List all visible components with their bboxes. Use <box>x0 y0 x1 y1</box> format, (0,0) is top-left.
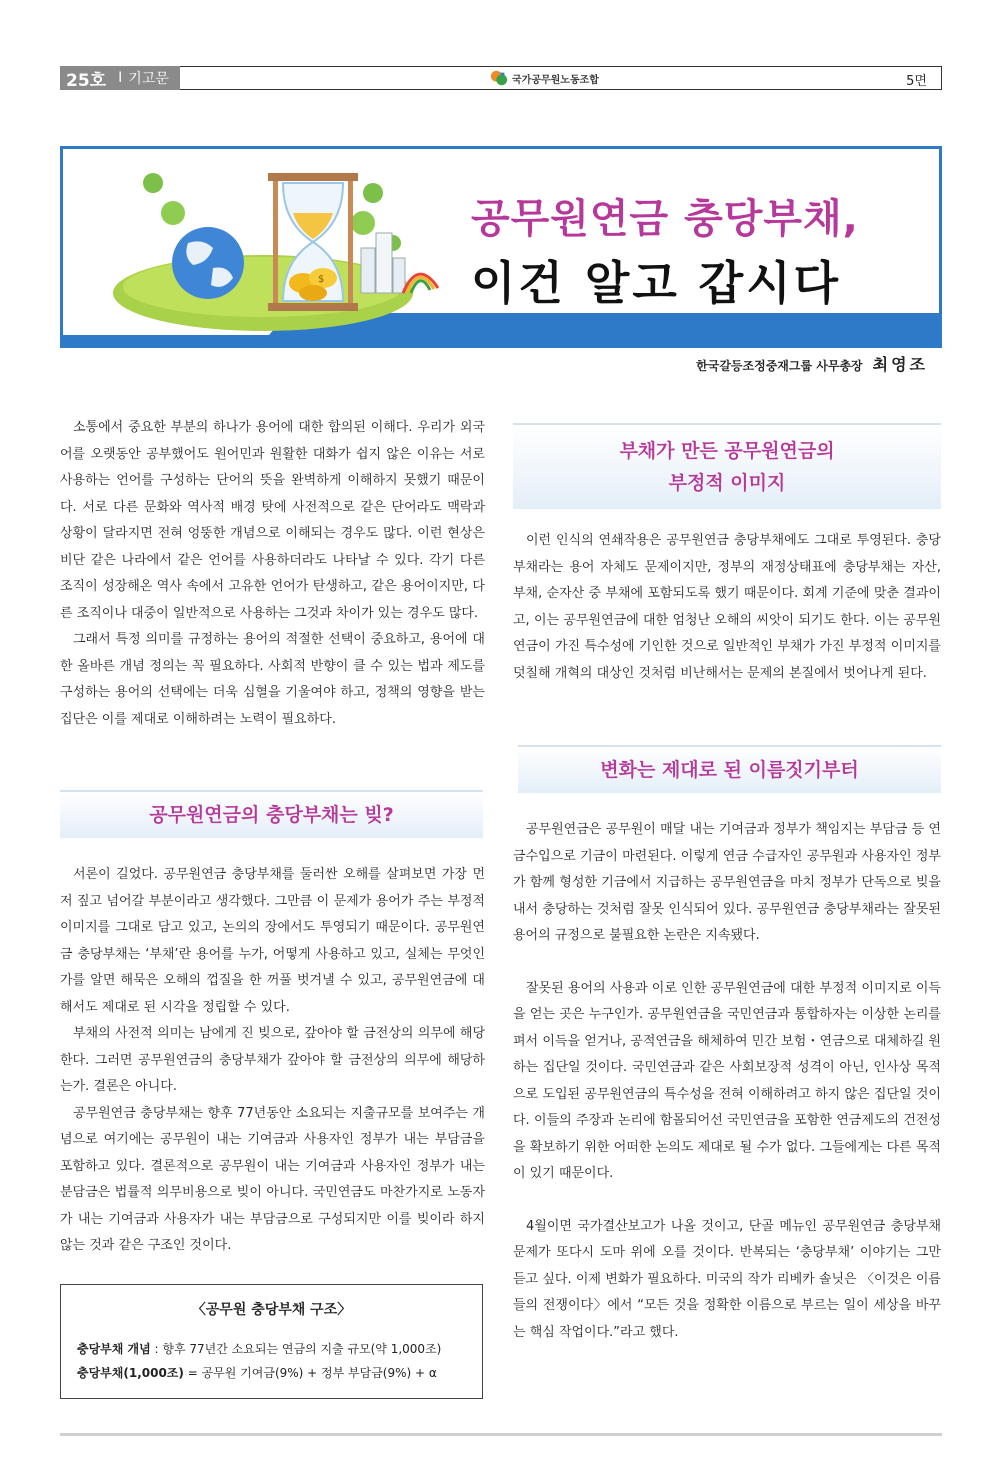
banner-title-line1: 공무원연금 충당부채, <box>471 196 859 242</box>
left-column-section1 <box>60 862 485 1260</box>
header-separator: I <box>118 70 123 86</box>
right-column-section3 <box>513 817 941 1346</box>
section3-paragraph: 공무원연금은 공무원이 매달 내는 기여금과 정부가 책임지는 부담금 등 연금수입으로 기금이 마련된다. 이렇게 연금 수급자인 공무원과 사용자인 정부가 함께 형성한 기금에서 지급하는 공무원연금을 마치 정부가 단독으로 빚을 내서 충당하는 것처럼 잘못 인식되어 있다. 공무원연금 충당부채라는 잘못된 용어의 규정으로 불필요한 논란은 지속됐다. <box>513 822 941 943</box>
bottom-divider <box>60 1433 942 1436</box>
section-name: 기고문 <box>128 71 169 87</box>
box-line2-text: = 공무원 기여금(9%) + 정부 부담금(9%) + α <box>183 1366 437 1380</box>
page-header-bar <box>60 66 942 90</box>
org-name: 국가공무원노동조합 <box>512 74 599 86</box>
right-column-section2 <box>513 528 941 687</box>
section1-paragraph: 부채의 사전적 의미는 남에게 진 빚으로, 갚아야 할 금전상의 의무에 해당한다. 그러면 공무원연금의 충당부채가 갚아야 할 금전상의 의무에 해당하는가. 결론은 아니다. <box>60 1026 485 1094</box>
author-byline <box>696 352 928 375</box>
intro-paragraph: 그래서 특정 의미를 규정하는 용어의 적절한 선택이 중요하고, 용어에 대한 올바른 개념 정의는 꼭 필요하다. 사회적 반향이 클 수 있는 법과 제도를 구성하는 용어의 선택에는 더욱 심혈을 기울여야 하고, 정책의 영향을 받는 집단은 이를 제대로 이해하려는 노력이 필요하다. <box>60 632 485 727</box>
box-line-concept <box>77 1337 466 1361</box>
section2-paragraph: 이런 인식의 연쇄작용은 공무원연금 충당부채에도 그대로 투영된다. 충당부채라는 용어 자체도 문제이지만, 정부의 재정상태표에 충당부채는 자산, 부채, 순자산 중 부채에 포함되도록 했기 때문이다. 회계 기준에 맞춘 결과이고, 이는 공무원연금에 대한 엄청난 오해의 씨앗이 되기도 한다. 이는 공무원연금이 가진 특수성에 기인한 것으로 일반적인 부채가 가진 부정적 이미지를 덧칠해 개혁의 대상인 것처럼 비난해서는 문제의 본질에서 벗어나게 된다. <box>513 533 941 681</box>
org-logo-group <box>490 69 599 87</box>
box-line2-label: 충당부채(1,000조) <box>77 1366 184 1380</box>
union-logo-icon <box>490 69 508 87</box>
section2-heading-line2: 부정적 이미지 <box>668 472 786 494</box>
issue-number: 25호 <box>66 70 107 91</box>
hourglass-illustration <box>113 153 453 333</box>
section3-heading: 변화는 제대로 된 이름짓기부터 <box>518 745 941 793</box>
section1-paragraph: 공무원연금 충당부채는 향후 77년동안 소요되는 지출규모를 보여주는 개념으로 여기에는 공무원이 내는 기여금과 사용자인 정부가 내는 부담금을 포함하고 있다. 결론적으로 공무원이 내는 기여금과 사용자인 정부가 내는 분담금은 법률적 의무비용으로 빚이 아니다. 국민연금도 마찬가지로 노동자가 내는 기여금과 사용자가 내는 부담금으로 구성되지만 이를 빚이라 하지 않는 것과 같은 구조인 것이다. <box>60 1105 485 1253</box>
svg-text:$: $ <box>318 274 325 285</box>
left-column-intro <box>60 415 485 733</box>
section3-paragraph: 잘못된 용어의 사용과 이로 인한 공무원연금에 대한 부정적 이미지로 이득을 얻는 곳은 누구인가. 공무원연금을 국민연금과 통합하자는 이상한 논리를 펴서 이득을 얻거나, 공적연금을 해체하여 민간 보험・연금으로 대체하길 원하는 집단일 것이다. 국민연금과 같은 사회보장적 성격이 아닌, 인사상 목적으로 도입된 공무원연금의 특수성을 전혀 이해하려고 하지 않은 집단일 것이다. 이들의 주장과 논리에 함몰되어선 국민연금을 포함한 연금제도의 건전성을 확보하기 위한 어떠한 논의도 제대로 될 수가 없다. 그들에게는 다른 목적이 있기 때문이다. <box>513 980 941 1181</box>
section2-heading-line1: 부채가 만든 공무원연금의 <box>619 440 835 462</box>
issue-label <box>60 66 180 90</box>
box-line1-text: : 향후 77년간 소요되는 연금의 지출 규모(약 1,000조) <box>150 1342 442 1356</box>
intro-paragraph: 소통에서 중요한 부분의 하나가 용어에 대한 합의된 이해다. 우리가 외국어를 오랫동안 공부했어도 원어민과 원활한 대화가 쉽지 않은 이유는 서로 사용하는 언어를 구성하는 단어의 뜻을 완벽하게 이해하지 못했기 때문이다. 서로 다른 문화와 역사적 배경 탓에 사전적으로 같은 단어라도 맥락과 상황이 달라지면 전혀 엉뚱한 개념으로 이해되는 경우도 많다. 이런 현상은 비단 같은 나라에서 같은 언어를 사용하더라도 나타날 수 있다. 각기 다른 조직이 성장해온 역사 속에서 고유한 언어가 탄생하고, 같은 용어이지만, 다른 조직이나 대중이 일반적으로 사용하는 그것과 차이가 있는 경우도 많다. <box>60 420 485 621</box>
banner-title-line2: 이건 알고 갑시다 <box>471 256 842 310</box>
section1-heading: 공무원연금의 충당부채는 빚? <box>60 790 483 838</box>
article-banner <box>60 146 942 348</box>
section2-heading <box>513 423 941 509</box>
liability-structure-box <box>60 1284 483 1399</box>
box-title: 〈공무원 충당부채 구조〉 <box>191 1302 352 1318</box>
author-name: 최영조 <box>872 355 928 374</box>
section3-paragraph: 4월이면 국가결산보고가 나올 것이고, 단골 메뉴인 공무원연금 충당부채 문제가 또다시 도마 위에 오를 것이다. 반복되는 ‘충당부채’ 이야기는 그만 듣고 싶다. 이제 변화가 필요하다. 미국의 작가 리베카 솔닛은 〈이것은 이름들의 전쟁이다〉에서 “모든 것을 정확한 이름으로 부르는 일이 세상을 바꾸는 핵심 작업이다.”라고 했다. <box>513 1218 941 1340</box>
box-line1-label: 충당부채 개념 <box>77 1342 151 1356</box>
page-number: 5면 <box>906 74 927 89</box>
author-role: 한국갈등조정중재그룹 사무총장 <box>696 359 863 373</box>
section1-paragraph: 서론이 길었다. 공무원연금 충당부채를 둘러싼 오해를 살펴보면 가장 먼저 짚고 넘어갈 부분이라고 생각했다. 그만큼 이 문제가 용어가 주는 부정적 이미지를 그대로 담고 있고, 논의의 장에서도 투영되기 때문이다. 공무원연금 충당부채는 ‘부채’란 용어를 누가, 어떻게 사용하고 있고, 실체는 무엇인가를 알면 해묵은 오해의 껍질을 한 꺼풀 벗겨낼 수 있고, 공무원연금에 대해서도 제대로 된 시각을 정립할 수 있다. <box>60 867 485 1015</box>
box-line-formula <box>77 1361 466 1385</box>
